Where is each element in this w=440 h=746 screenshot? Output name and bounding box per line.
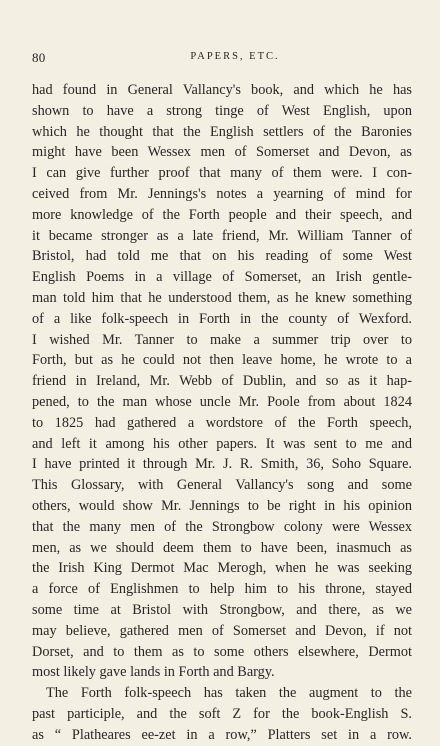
text-line: that the many men of the Strongbow colony were Wessex: [32, 518, 412, 535]
body-text: [32, 80, 412, 746]
text-line: as “ Platheares ee-zet in a row,” Platters set in a row.: [32, 726, 412, 743]
text-line: ceived from Mr. Jennings's notes a yearning of mind for: [32, 185, 412, 202]
text-line: it became stronger as a late friend, Mr. William Tanner of: [32, 227, 412, 244]
text-line: the Irish King Dermot Mac Merogh, when he was seeking: [32, 560, 412, 577]
text-line: shown to have a strong tinge of West English, upon: [32, 102, 412, 119]
text-line: had found in General Vallancy's book, and which he has: [32, 82, 412, 98]
text-line: past participle, and the soft Z for the book-English S.: [32, 705, 412, 722]
text-line: Forth, but as he could not then leave home, he wrote to a: [32, 352, 412, 369]
running-head: [32, 50, 412, 66]
text-line: of a like folk-speech in Forth in the county of Wexford.: [32, 310, 412, 327]
text-line: and left it among his other papers. It was sent to me and: [32, 435, 412, 452]
paragraph: [32, 80, 412, 683]
text-line: Dorset, and to them as to some others elsewhere, Dermot: [32, 643, 412, 660]
paragraph: [32, 683, 412, 745]
text-line: I can give further proof that many of them were. I con-: [32, 165, 412, 182]
text-line: I have printed it through Mr. J. R. Smith, 36, Soho Square.: [32, 456, 412, 473]
text-line: might have been Wessex men of Somerset and Devon, as: [32, 144, 412, 161]
text-line: others, would show Mr. Jennings to be right in his opinion: [32, 497, 412, 514]
text-line: English Poems in a village of Somerset, an Irish gentle-: [32, 269, 412, 286]
text-line: may believe, gathered men of Somerset and Devon, if not: [32, 622, 412, 639]
text-line: friend in Ireland, Mr. Webb of Dublin, and so as it hap-: [32, 373, 412, 390]
text-line: pened, to the man whose uncle Mr. Poole from about 1824: [32, 393, 412, 410]
running-head-title: PAPERS, ETC.: [190, 51, 280, 62]
text-line: a force of Englishmen to help him to his throne, stayed: [32, 581, 412, 598]
page-number: 80: [32, 50, 46, 65]
text-line: man told him that he understood them, as he knew something: [32, 289, 412, 306]
text-line: I wished Mr. Tanner to make a summer trip over to: [32, 331, 412, 348]
text-line: most likely gave lands in Forth and Bargy.: [32, 664, 275, 681]
text-line: some time at Bristol with Strongbow, and there, as we: [32, 601, 412, 618]
text-line: to 1825 had gathered a wordstore of the Forth speech,: [32, 414, 412, 431]
text-line: men, as we should deem them to have been, inasmuch as: [32, 539, 412, 556]
text-line: which he thought that the English settlers of the Baronies: [32, 123, 412, 140]
text-line: more knowledge of the Forth people and their speech, and: [32, 206, 412, 223]
text-line: This Glossary, with General Vallancy's song and some: [32, 477, 412, 494]
text-line: The Forth folk-speech has taken the augment to the: [46, 685, 412, 702]
text-line: Bristol, had told me that on his reading of some West: [32, 248, 412, 265]
